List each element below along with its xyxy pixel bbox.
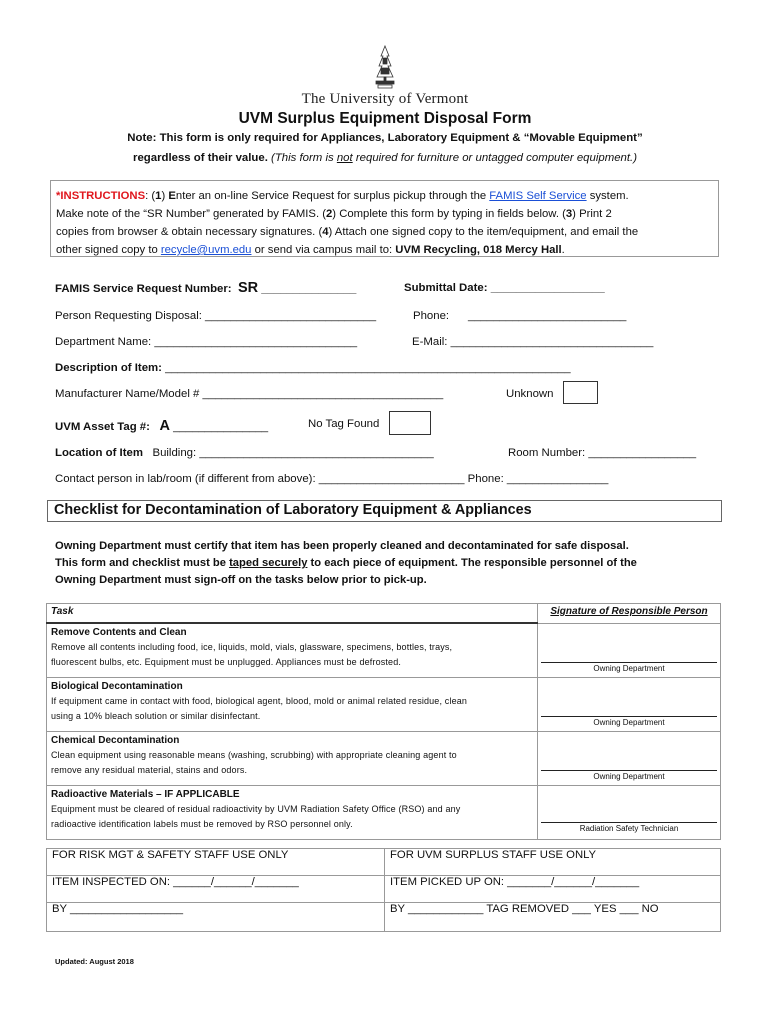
updated-date: Updated: August 2018 xyxy=(55,957,134,966)
no-tag-found-checkbox[interactable] xyxy=(389,411,431,435)
staff-use-table xyxy=(46,848,721,932)
task-description: Clean equipment using reasonable means (washing, scrubbing) with appropriate cleaning agent to remove any residual material, stains and odors. xyxy=(51,750,457,775)
task-description: If equipment came in contact with food, biological agent, blood, mold or animal related residue, clean using a 10% bleach solution or similar disinfectant. xyxy=(51,696,468,721)
submittal-date-field[interactable]: Submittal Date: __________________ xyxy=(404,282,605,294)
instructions-line3: copies from browser & obtain necessary signatures. (4) Attach one signed copy to the item/equipment, and email the xyxy=(56,226,639,238)
uvm-logo xyxy=(300,44,470,108)
famis-sr-field[interactable]: FAMIS Service Request Number: SR _______________ xyxy=(55,280,357,296)
signature-cell[interactable] xyxy=(538,678,721,732)
checklist-heading: Checklist for Decontamination of Laboratory Equipment & Appliances xyxy=(47,500,722,522)
picked-by-field[interactable]: BY ____________ TAG REMOVED ___ YES ___ NO xyxy=(385,903,721,932)
signature-cell[interactable] xyxy=(538,786,721,840)
manufacturer-field[interactable]: Manufacturer Name/Model # ______________________________________ xyxy=(55,388,444,400)
task-title: Biological Decontamination xyxy=(51,681,183,692)
person-requesting-field[interactable]: Person Requesting Disposal: ___________________________ xyxy=(55,310,377,322)
unknown-label: Unknown xyxy=(506,388,554,400)
phone-field[interactable]: _________________________ xyxy=(468,310,627,322)
asset-tag-field[interactable]: UVM Asset Tag #: A _______________ xyxy=(55,418,269,434)
signature-column-header: Signature of Responsible Person xyxy=(538,604,721,624)
surplus-header: FOR UVM SURPLUS STAFF USE ONLY xyxy=(385,849,721,876)
table-row xyxy=(47,678,721,732)
signature-cell[interactable] xyxy=(538,623,721,678)
recycle-email-link[interactable]: recycle@uvm.edu xyxy=(160,244,252,256)
room-number-field[interactable]: Room Number: _________________ xyxy=(508,447,697,459)
department-name-field[interactable]: Department Name: ________________________________ xyxy=(55,336,358,348)
risk-mgt-header: FOR RISK MGT & SAFETY STAFF USE ONLY xyxy=(47,849,385,876)
no-tag-found-label: No Tag Found xyxy=(308,418,380,430)
form-note-line1: Note: This form is only required for Appliances, Laboratory Equipment & “Movable Equipment” xyxy=(127,132,643,144)
task-title: Chemical Decontamination xyxy=(51,735,180,746)
signer-label: Owning Department xyxy=(593,772,665,781)
item-inspected-field[interactable]: ITEM INSPECTED ON: ______/______/_______ xyxy=(47,876,385,903)
instructions-line2: Make note of the “SR Number” generated by FAMIS. (2) Complete this form by typing in fields below. (3) Print 2 xyxy=(56,208,612,220)
signer-label: Owning Department xyxy=(593,663,665,673)
signer-label: Radiation Safety Technician xyxy=(579,824,679,833)
description-field[interactable]: Description of Item: ________________________________________________________________ xyxy=(55,362,571,374)
task-title: Remove Contents and Clean xyxy=(51,627,187,638)
signer-label: Owning Department xyxy=(593,718,665,727)
certify-text: Owning Department must certify that item has been properly cleaned and decontaminated for safe disposal. This form and checklist must be taped securely to each piece of equipment. The responsible personnel of the Owning Department must sign-off on the tasks below prior to pick-up. xyxy=(55,540,637,586)
uvm-seal-icon xyxy=(365,44,405,90)
task-description: Remove all contents including food, ice, liquids, mold, vials, glassware, specimens, bottles, trays, fluorescent bulbs, etc. Equipment must be unplugged. Appliances must be defrosted. xyxy=(51,642,453,667)
table-row xyxy=(47,623,721,678)
phone-label: Phone: xyxy=(413,310,450,322)
instructions-box xyxy=(50,180,719,257)
signature-cell[interactable] xyxy=(538,732,721,786)
contact-person-field[interactable]: Contact person in lab/room (if different from above): _______________________ Phone: ________________ xyxy=(55,473,609,485)
decontamination-task-table xyxy=(46,603,721,840)
location-field[interactable]: Location of Item Building: _____________________________________ xyxy=(55,447,434,459)
instructions-line4: other signed copy to recycle@uvm.edu or send via campus mail to: UVM Recycling, 018 Mercy Hall. xyxy=(56,244,565,256)
task-column-header: Task xyxy=(47,604,538,624)
famis-self-service-link[interactable]: FAMIS Self Service xyxy=(489,190,587,202)
university-wordmark: The University of Vermont xyxy=(301,91,469,107)
unknown-checkbox[interactable] xyxy=(563,381,598,404)
task-title: Radioactive Materials – IF APPLICABLE xyxy=(51,789,240,800)
form-note-line2: regardless of their value. (This form is not required for furniture or untagged computer equipment.) xyxy=(133,152,637,164)
form-title: UVM Surplus Equipment Disposal Form xyxy=(238,110,532,127)
instructions-line1: *INSTRUCTIONS: (1) Enter an on-line Service Request for surplus pickup through the FAMIS Self Service system. xyxy=(56,190,629,202)
item-picked-up-field[interactable]: ITEM PICKED UP ON: _______/______/_______ xyxy=(385,876,721,903)
table-row xyxy=(47,786,721,840)
email-field[interactable]: E-Mail: ________________________________ xyxy=(412,336,654,348)
table-row xyxy=(47,732,721,786)
task-description: Equipment must be cleared of residual radioactivity by UVM Radiation Safety Office (RSO) and any radioactive identification labels must be removed by RSO personnel only. xyxy=(51,804,461,829)
inspected-by-field[interactable]: BY __________________ xyxy=(47,903,385,932)
